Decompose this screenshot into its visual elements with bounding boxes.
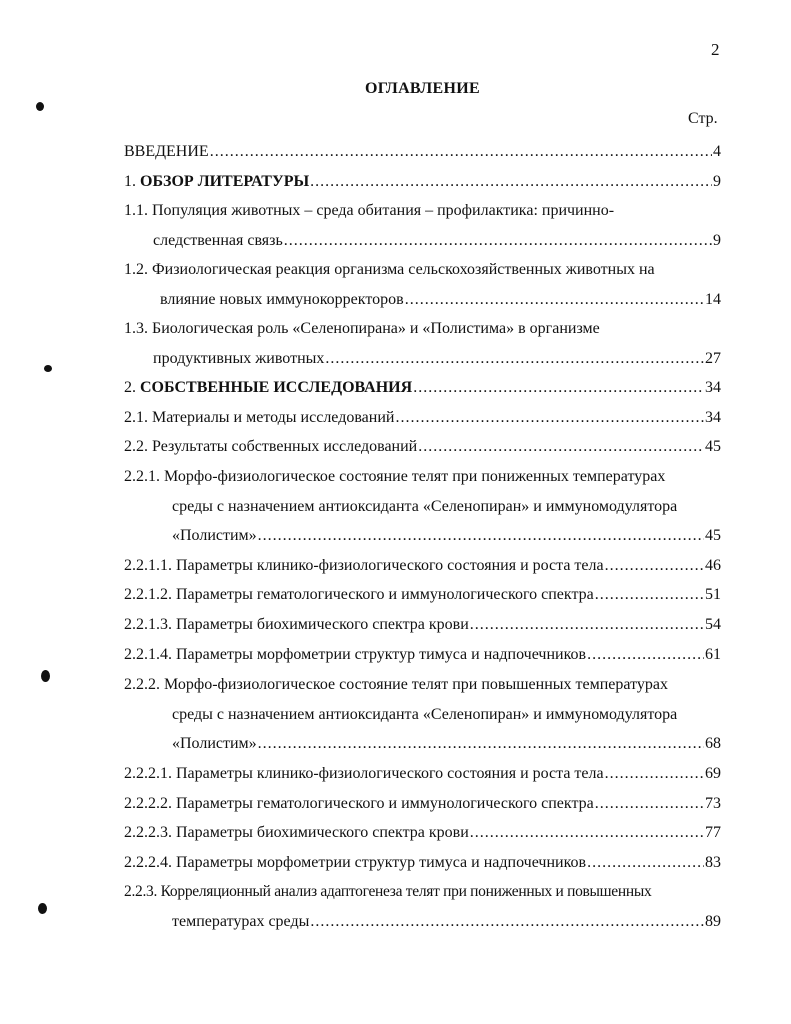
toc-entry-1-3[interactable] <box>153 349 721 369</box>
leader-dots <box>258 526 704 546</box>
toc-page: 45 <box>705 527 721 544</box>
toc-label <box>124 172 309 192</box>
toc-entry-line: 2.2.3. Корреляционный анализ адаптогенеза телят при пониженных и повышенных <box>124 883 652 900</box>
toc-entry-literature-review[interactable] <box>124 172 721 192</box>
toc-page: 4 <box>713 143 721 160</box>
toc-page: 14 <box>705 291 721 308</box>
toc-page: 69 <box>705 765 721 782</box>
toc-page: 27 <box>705 350 721 367</box>
toc-entry-2-2-2-2[interactable] <box>124 794 721 814</box>
toc-label: продуктивных животных <box>153 350 325 367</box>
toc-entry-line: 1.3. Биологическая роль «Селенопирана» и «Полистима» в организме <box>124 320 600 337</box>
page-number: 2 <box>711 40 720 59</box>
toc-entry-line: 2.2.1. Морфо-физиологическое состояние телят при пониженных температурах <box>124 468 666 485</box>
toc-entry-2-2-3[interactable] <box>172 912 721 932</box>
toc-entry-line: 2.2.2. Морфо-физиологическое состояние телят при повышенных температурах <box>124 676 668 693</box>
toc-label: следственная связь <box>153 232 283 249</box>
toc-entry-own-research[interactable] <box>124 378 721 398</box>
toc-label: «Полистим» <box>172 735 257 752</box>
toc-entry-2-2-2-4[interactable] <box>124 853 721 873</box>
toc-page: 34 <box>705 379 721 396</box>
leader-dots <box>470 615 704 635</box>
toc-label: ВВЕДЕНИЕ <box>124 143 209 160</box>
leader-dots <box>325 349 704 369</box>
leader-dots <box>605 556 704 576</box>
toc-entry-2-2-1-2[interactable] <box>124 585 721 605</box>
leader-dots <box>310 912 704 932</box>
toc-page: 73 <box>705 795 721 812</box>
toc-page: 89 <box>705 913 721 930</box>
leader-dots <box>587 645 704 665</box>
toc-page: 9 <box>713 232 721 249</box>
toc-label: 2.2.1.1. Параметры клинико-физиологического состояния и роста тела <box>124 557 604 574</box>
toc-entry-1-1[interactable] <box>153 231 721 251</box>
leader-dots <box>310 172 712 192</box>
toc-entry-line: среды с назначением антиоксиданта «Селенопиран» и иммуномодулятора <box>172 706 678 723</box>
toc-label: температурах среды <box>172 913 310 930</box>
toc-page: 61 <box>705 646 721 663</box>
toc-entry-2-1[interactable] <box>124 408 721 428</box>
leader-dots <box>210 142 712 162</box>
toc-page: 54 <box>705 616 721 633</box>
toc-label <box>124 378 412 398</box>
leader-dots <box>595 585 704 605</box>
leader-dots <box>587 853 704 873</box>
toc-label-bold: ОБЗОР ЛИТЕРАТУРЫ <box>140 173 310 190</box>
toc-entry-2-2-1[interactable] <box>172 526 721 546</box>
toc-page: 46 <box>705 557 721 574</box>
toc-entry-introduction[interactable] <box>124 142 721 162</box>
toc-number: 1. <box>124 173 140 190</box>
toc-label: 2.2. Результаты собственных исследований <box>124 438 418 455</box>
toc-page: 83 <box>705 854 721 871</box>
toc-label: 2.2.2.4. Параметры морфометрии структур тимуса и надпочечников <box>124 854 587 871</box>
toc-entry-2-2-1-4[interactable] <box>124 645 721 665</box>
toc-entry-2-2-2-1[interactable] <box>124 764 721 784</box>
leader-dots <box>595 794 704 814</box>
toc-label: 2.2.2.3. Параметры биохимического спектра крови <box>124 824 469 841</box>
toc-entry-2-2[interactable] <box>124 437 721 457</box>
toc-entry-line: 1.1. Популяция животных – среда обитания – профилактика: причинно- <box>124 202 615 219</box>
leader-dots <box>258 734 704 754</box>
toc-entry-2-2-1-3[interactable] <box>124 615 721 635</box>
toc-entry-2-2-2-3[interactable] <box>124 823 721 843</box>
toc-page: 9 <box>713 173 721 190</box>
toc-page: 34 <box>705 409 721 426</box>
toc-label: влияние новых иммунокорректоров <box>160 291 404 308</box>
toc-entry-line: среды с назначением антиоксиданта «Селенопиран» и иммуномодулятора <box>172 498 678 515</box>
toc-entry-2-2-2[interactable] <box>172 734 721 754</box>
toc-label: 2.1. Материалы и методы исследований <box>124 409 395 426</box>
toc-entry-1-2[interactable] <box>160 290 721 310</box>
toc-page: 45 <box>705 438 721 455</box>
toc-label: 2.2.1.3. Параметры биохимического спектра крови <box>124 616 469 633</box>
toc-label-bold: СОБСТВЕННЫЕ ИССЛЕДОВАНИЯ <box>140 379 413 396</box>
page-column-label: Стр. <box>688 110 718 127</box>
leader-dots <box>605 764 704 784</box>
page-title: ОГЛАВЛЕНИЕ <box>365 80 480 97</box>
leader-dots <box>405 290 704 310</box>
toc-label: 2.2.1.4. Параметры морфометрии структур тимуса и надпочечников <box>124 646 587 663</box>
toc-page: 68 <box>705 735 721 752</box>
toc-entry-2-2-1-1[interactable] <box>124 556 721 576</box>
leader-dots <box>470 823 704 843</box>
leader-dots <box>284 231 712 251</box>
toc-entry-line: 1.2. Физиологическая реакция организма сельскохозяйственных животных на <box>124 261 655 278</box>
leader-dots <box>413 378 704 398</box>
toc-page: 51 <box>705 586 721 603</box>
toc-label: 2.2.1.2. Параметры гематологического и иммунологического спектра <box>124 586 594 603</box>
toc-page: 77 <box>705 824 721 841</box>
toc-label: «Полистим» <box>172 527 257 544</box>
leader-dots <box>418 437 704 457</box>
toc-number: 2. <box>124 379 140 396</box>
toc-label: 2.2.2.1. Параметры клинико-физиологического состояния и роста тела <box>124 765 604 782</box>
leader-dots <box>395 408 704 428</box>
toc-label: 2.2.2.2. Параметры гематологического и иммунологического спектра <box>124 795 594 812</box>
